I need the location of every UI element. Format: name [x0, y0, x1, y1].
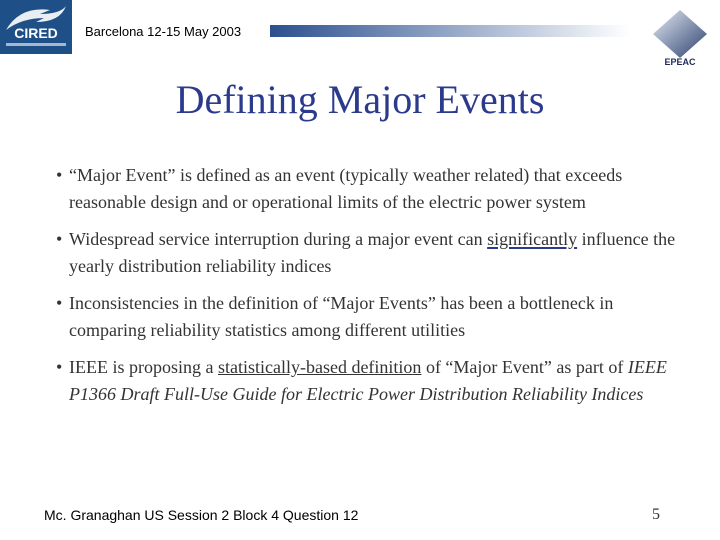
cired-logo: [0, 0, 72, 54]
bullet-text: influence the yearly distribution reliability indices: [69, 229, 676, 276]
bullet-item-4: [54, 354, 694, 407]
bullet-item-3: [54, 290, 694, 343]
footer-session-info: Mc. Granaghan US Session 2 Block 4 Question 12: [44, 507, 359, 523]
bullet-marker: •: [56, 293, 63, 313]
bullet-list: [54, 162, 694, 418]
page-number: 5: [652, 506, 660, 523]
bullet-text: Widespread service interruption during a major event can: [69, 229, 488, 249]
underlined-phrase: statistically-based definition: [217, 357, 422, 377]
cired-logo-text: CIRED: [14, 25, 58, 41]
bullet-text: “Major Event” is defined as an event (typically weather related) that exceeds reasonable design and or operational limits of the electric power system: [69, 165, 623, 212]
slide-title: Defining Major Events: [175, 77, 545, 122]
bullet-marker: •: [56, 229, 63, 249]
bullet-marker: •: [56, 357, 63, 377]
bullet-marker: •: [56, 165, 63, 185]
bullet-text: Inconsistencies in the definition of “Major Events” has been a bottleneck in comparing reliability statistics among different utilities: [69, 293, 614, 340]
bullet-text: of “Major Event” as part of: [421, 357, 628, 377]
event-text: Barcelona 12-15 May 2003: [85, 24, 242, 39]
header-gradient-bar: [270, 25, 630, 37]
bullet-item-2: [54, 226, 694, 279]
standard-title: IEEE P1366 Draft Full-Use Guide for Electric Power Distribution Reliability Indices: [69, 357, 667, 404]
epeac-logo-text: EPEAC: [664, 57, 696, 67]
bullet-item-1: [54, 162, 694, 215]
bullet-text: IEEE is proposing a: [69, 357, 218, 377]
epeac-logo: [645, 8, 715, 68]
emphasized-word: significantly: [487, 229, 578, 249]
